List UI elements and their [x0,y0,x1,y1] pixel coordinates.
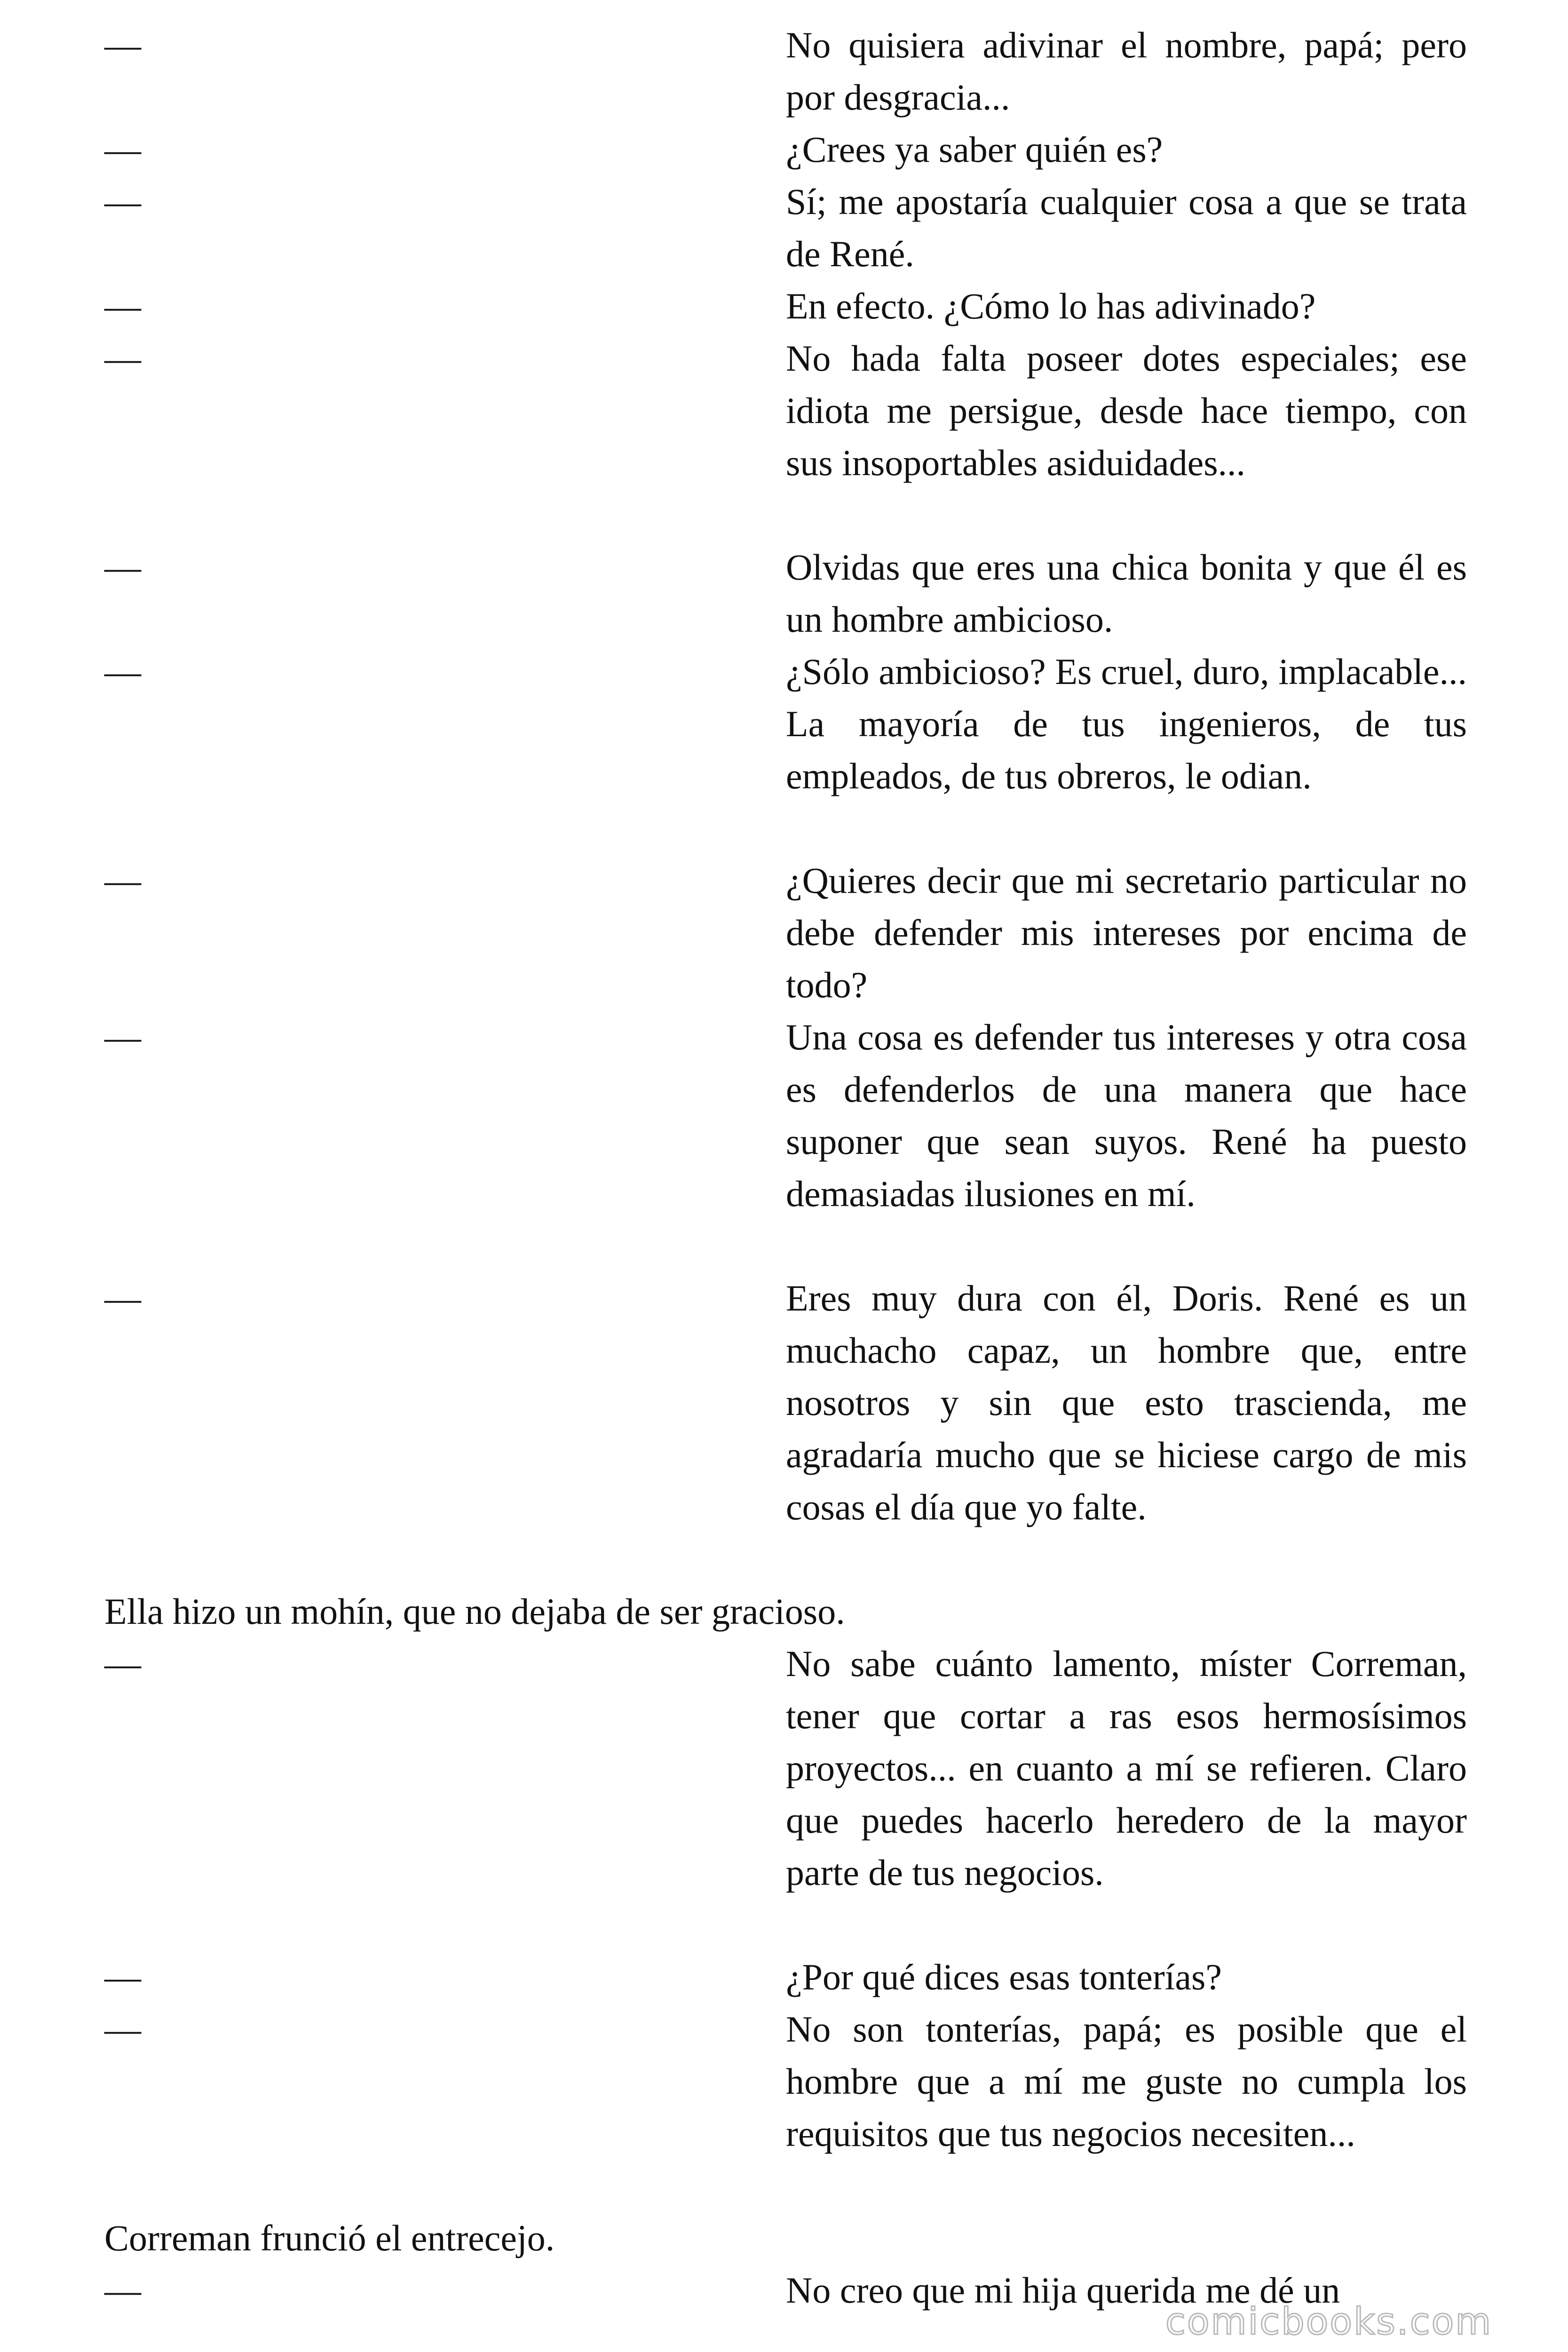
dialogue-dash: — [104,129,141,170]
dialogue-text: Olvidas que eres una chica bonita y que él es un hombre ambicioso. [786,547,1467,640]
dialogue-dash: — [104,2270,141,2311]
dialogue-text: No son tonterías, papá; es posible que el hombre que a mí me guste no cumpla los requisitos que tus negocios necesiten... [786,2009,1467,2154]
dialogue-text: ¿Sólo ambicioso? Es cruel, duro, implacable... La mayoría de tus ingenieros, de tus empleados, de tus obreros, le odian. [786,651,1467,796]
dialogue-text: No quisiera adivinar el nombre, papá; pero por desgracia... [786,24,1467,118]
dialogue-text: ¿Quieres decir que mi secretario particular no debe defender mis intereses por encima de todo? [786,860,1467,1005]
dialogue-dash: — [104,1643,141,1684]
dialogue-dash: — [104,860,141,901]
dialogue-text: No sabe cuánto lamento, míster Correman, tener que cortar a ras esos hermosísimos proyectos... en cuanto a mí se refieren. Claro que puedes hacerlo heredero de la mayor parte de tus negocios. [786,1643,1467,1893]
dialogue-text: Eres muy dura con él, Doris. René es un muchacho capaz, un hombre que, entre nosotros y sin que esto trascienda, me agradaría mucho que se hiciese cargo de mis cosas el día que yo falte. [786,1278,1467,1527]
dialogue-dash: — [104,547,141,588]
dialogue-dash: — [104,1956,141,1997]
dialogue-dash: — [104,181,141,222]
narration-text: Correman frunció el entrecejo. [104,2217,555,2258]
dialogue-text: No creo que mi hija querida me dé un [786,2270,1340,2311]
dialogue-text: Una cosa es defender tus intereses y otra cosa es defenderlos de una manera que hace suponer que sean suyos. René ha puesto demasiadas ilusiones en mí. [786,1017,1467,1214]
dialogue-text: Sí; me apostaría cualquier cosa a que se trata de René. [786,181,1467,274]
dialogue-dash: — [104,286,141,326]
dialogue-dash: — [104,651,141,692]
dialogue-text: ¿Crees ya saber quién es? [786,129,1163,170]
dialogue-dash: — [104,24,141,65]
dialogue-dash: — [104,2009,141,2050]
dialogue-text: En efecto. ¿Cómo lo has adivinado? [786,286,1316,326]
dialogue-text: No hada falta poseer dotes especiales; ese idiota me persigue, desde hace tiempo, con sus insoportables asiduidades... [786,338,1467,483]
dialogue-text: ¿Por qué dices esas tonterías? [786,1956,1222,1997]
watermark-logo: comicbooks.com [1165,2301,1493,2343]
narration-text: Ella hizo un mohín, que no dejaba de ser gracioso. [104,1591,845,1632]
dialogue-dash: — [104,1017,141,1057]
dialogue-dash: — [104,1278,141,1319]
dialogue-dash: — [104,338,141,379]
